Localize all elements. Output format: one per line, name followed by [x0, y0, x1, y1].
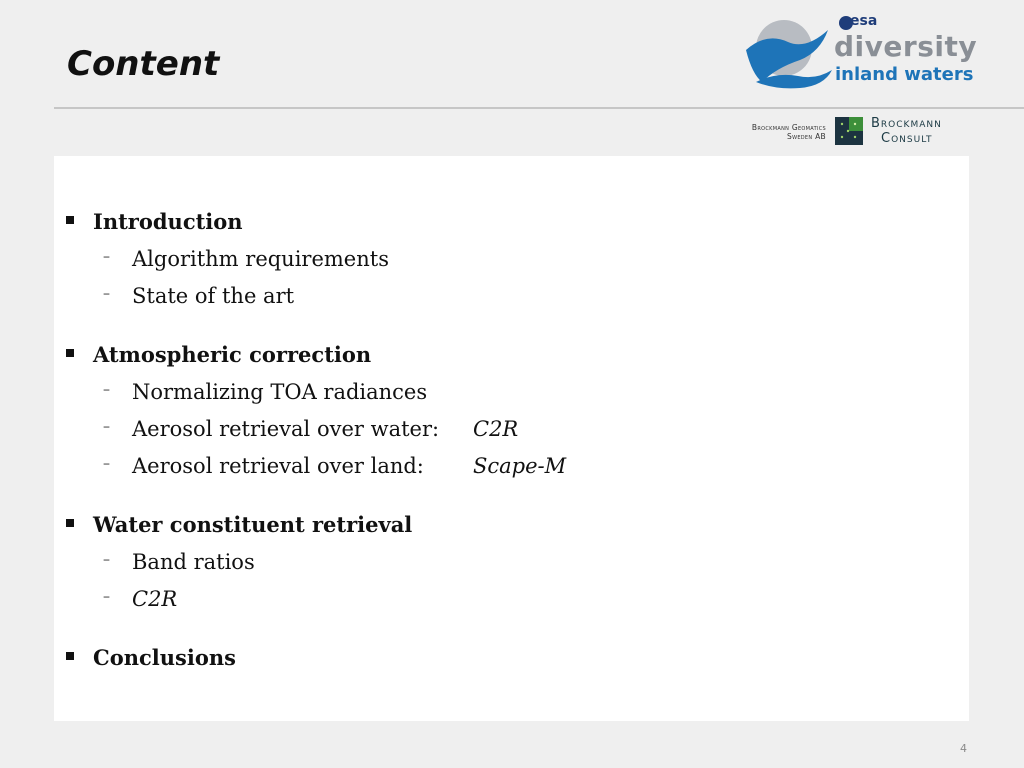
section-introduction: Introduction — [93, 209, 243, 234]
dash-icon: – — [103, 382, 110, 398]
header-divider — [54, 107, 1024, 109]
dash-icon: – — [103, 286, 110, 302]
sub-item: Aerosol retrieval over land: — [132, 454, 424, 478]
brockmann-geomatics-line1: Brockmann Geomatics — [751, 123, 826, 132]
diversity-wordmark: diversity — [834, 30, 978, 63]
sub-item: Band ratios — [132, 550, 255, 574]
sub-item: State of the art — [132, 284, 295, 308]
brockmann-consult-line2: Consult — [881, 131, 933, 146]
bullet-icon — [66, 216, 74, 224]
brockmann-consult-line1: Brockmann — [871, 116, 942, 131]
brockmann-consult-icon — [835, 117, 863, 145]
brockmann-consult-wordmark — [871, 116, 942, 146]
slide-title: Content — [67, 44, 220, 84]
dash-icon: – — [103, 249, 110, 265]
bullet-icon — [66, 349, 74, 357]
sub-item: Algorithm requirements — [132, 247, 389, 271]
sub-item-note: C2R — [473, 417, 519, 441]
sub-item: Normalizing TOA radiances — [132, 380, 428, 404]
section-conclusions: Conclusions — [93, 645, 236, 670]
sub-item-note: Scape-M — [473, 454, 567, 478]
brockmann-geomatics-line2: Sweden AB — [787, 132, 826, 141]
brockmann-geomatics-logo — [730, 123, 826, 141]
section-water-constituent-retrieval: Water constituent retrieval — [93, 512, 413, 537]
dash-icon: – — [103, 589, 110, 605]
sub-item: C2R — [132, 587, 178, 611]
sub-item: Aerosol retrieval over water: — [132, 417, 440, 441]
inland-waters-wordmark: inland waters — [835, 64, 974, 85]
bullet-icon — [66, 519, 74, 527]
esa-wordmark: esa — [850, 13, 878, 29]
section-atmospheric-correction: Atmospheric correction — [93, 342, 372, 367]
dash-icon: – — [103, 419, 110, 435]
dash-icon: – — [103, 552, 110, 568]
bullet-icon — [66, 652, 74, 660]
dash-icon: – — [103, 456, 110, 472]
page-number: 4 — [960, 742, 967, 755]
